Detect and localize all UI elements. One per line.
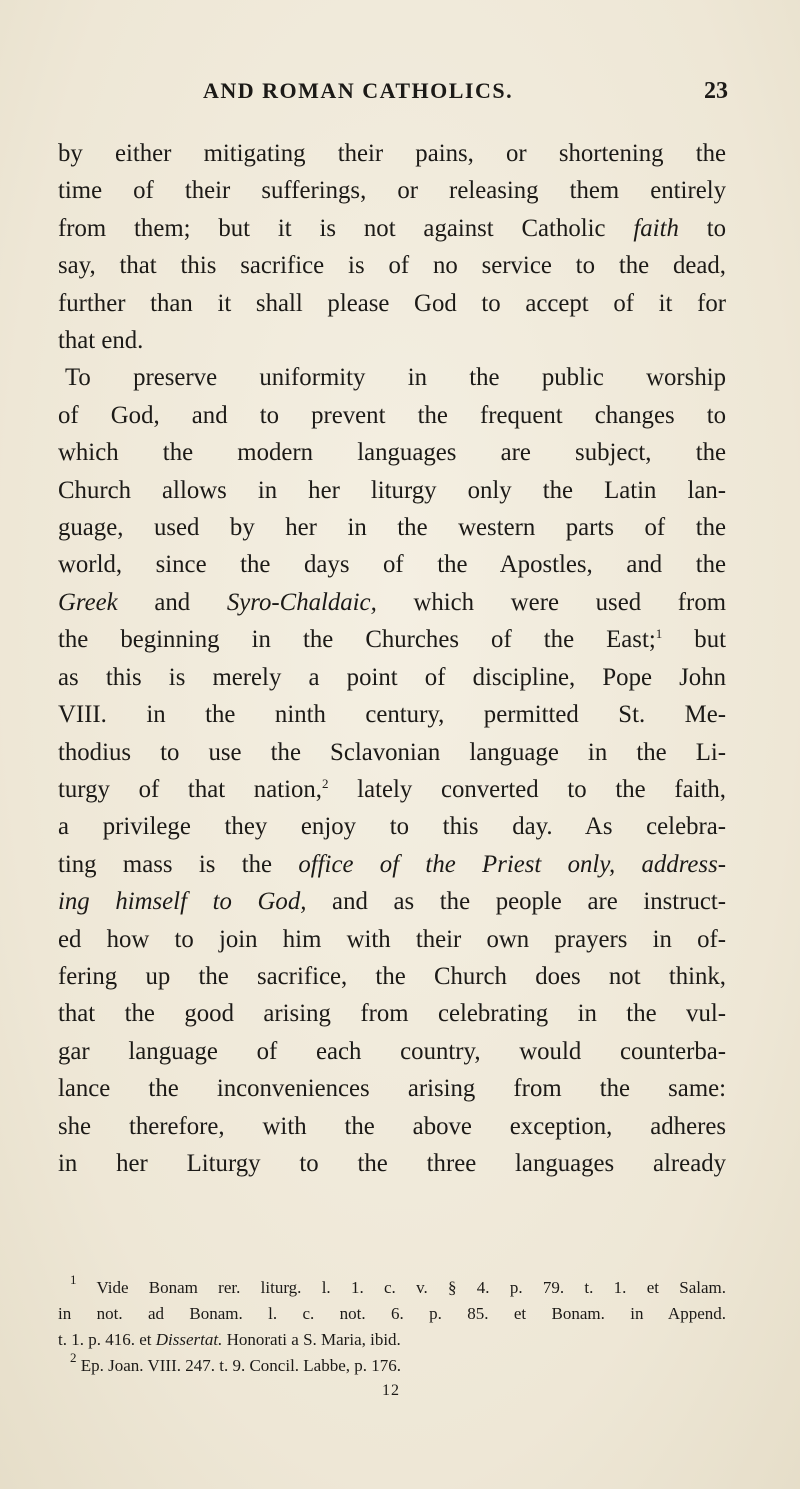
- emphasis: Dissertat.: [155, 1330, 223, 1349]
- text-line: the beginning in the Churches of the East;$^1$ but: [58, 626, 726, 654]
- text-line: from them; but it is not against Catholic faith to: [58, 214, 726, 242]
- running-head: AND ROMAN CATHOLICS.: [203, 78, 514, 103]
- emphasis: Greek: [58, 588, 118, 616]
- body-text: [58, 135, 726, 1182]
- text-line: ing himself to God, and as the people are instruct-: [58, 888, 726, 916]
- footnote-marker: 1: [70, 1272, 77, 1287]
- footnote-line: $^1$ Vide Bonam rer. liturg. l. 1. c. v. § 4. p. 79. t. 1. et Salam.: [70, 1272, 726, 1297]
- emphasis: Syro-Chaldaic,: [226, 588, 377, 616]
- page-header: [203, 78, 728, 118]
- text-line: guage, used by her in the western parts of the: [58, 514, 726, 542]
- text-line: gar language of each country, would counterba-: [58, 1037, 726, 1065]
- footnote-line: in not. ad Bonam. l. c. not. 6. p. 85. et Bonam. in Append.: [58, 1304, 726, 1323]
- text-line: a privilege they enjoy to this day. As celebra-: [58, 813, 726, 841]
- text-line: world, since the days of the Apostles, and the: [58, 551, 726, 579]
- text-line: as this is merely a point of discipline, Pope John: [58, 663, 726, 691]
- footnote-line: $^2$ Ep. Joan. VIII. 247. t. 9. Concil. Labbe, p. 176.: [70, 1350, 402, 1375]
- text-line: Greek and Syro-Chaldaic, which were used from: [58, 588, 726, 616]
- text-line: in her Liturgy to the three languages already: [58, 1149, 726, 1177]
- text-line: further than it shall please God to accept of it for: [58, 289, 726, 317]
- text-line: of God, and to prevent the frequent changes to: [58, 401, 726, 429]
- footnote-line: t. 1. p. 416. et Dissertat. Honorati a S. Maria, ibid.: [58, 1330, 401, 1349]
- text-line: time of their sufferings, or releasing them entirely: [58, 177, 726, 205]
- text-line: she therefore, with the above exception, adheres: [58, 1112, 726, 1140]
- text-line: Church allows in her liturgy only the Latin lan-: [58, 476, 726, 504]
- text-line: that end.: [58, 327, 144, 355]
- text-line: fering up the sacrifice, the Church does not think,: [58, 962, 726, 990]
- text-line: say, that this sacrifice is of no service to the dead,: [58, 252, 726, 280]
- signature-mark: 12: [382, 1382, 400, 1399]
- page-number: 23: [704, 78, 728, 104]
- text-line: VIII. in the ninth century, permitted St. Me-: [58, 701, 726, 729]
- text-line: lance the inconveniences arising from the same:: [58, 1075, 726, 1103]
- text-line: which the modern languages are subject, the: [58, 439, 726, 467]
- footnote-ref: 1: [655, 626, 663, 642]
- footnote-ref: 2: [321, 775, 329, 791]
- text-line: ed how to join him with their own prayers in of-: [58, 925, 726, 953]
- text-line: ting mass is the office of the Priest only, address-: [58, 850, 726, 878]
- emphasis: ing himself to God,: [58, 888, 307, 916]
- paragraph-start-line: To preserve uniformity in the public worship: [65, 364, 726, 392]
- text-line: thodius to use the Sclavonian language in the Li-: [58, 738, 726, 766]
- footnotes: [58, 1272, 726, 1379]
- text-line: by either mitigating their pains, or shortening the: [58, 140, 726, 167]
- text-line: turgy of that nation,$^2$ lately converted to the faith,: [58, 775, 726, 803]
- emphasis: faith: [633, 214, 679, 242]
- text-line: that the good arising from celebrating in the vul-: [58, 1000, 726, 1028]
- emphasis: office of the Priest only, address-: [298, 850, 726, 878]
- footnote-marker: 2: [70, 1350, 77, 1365]
